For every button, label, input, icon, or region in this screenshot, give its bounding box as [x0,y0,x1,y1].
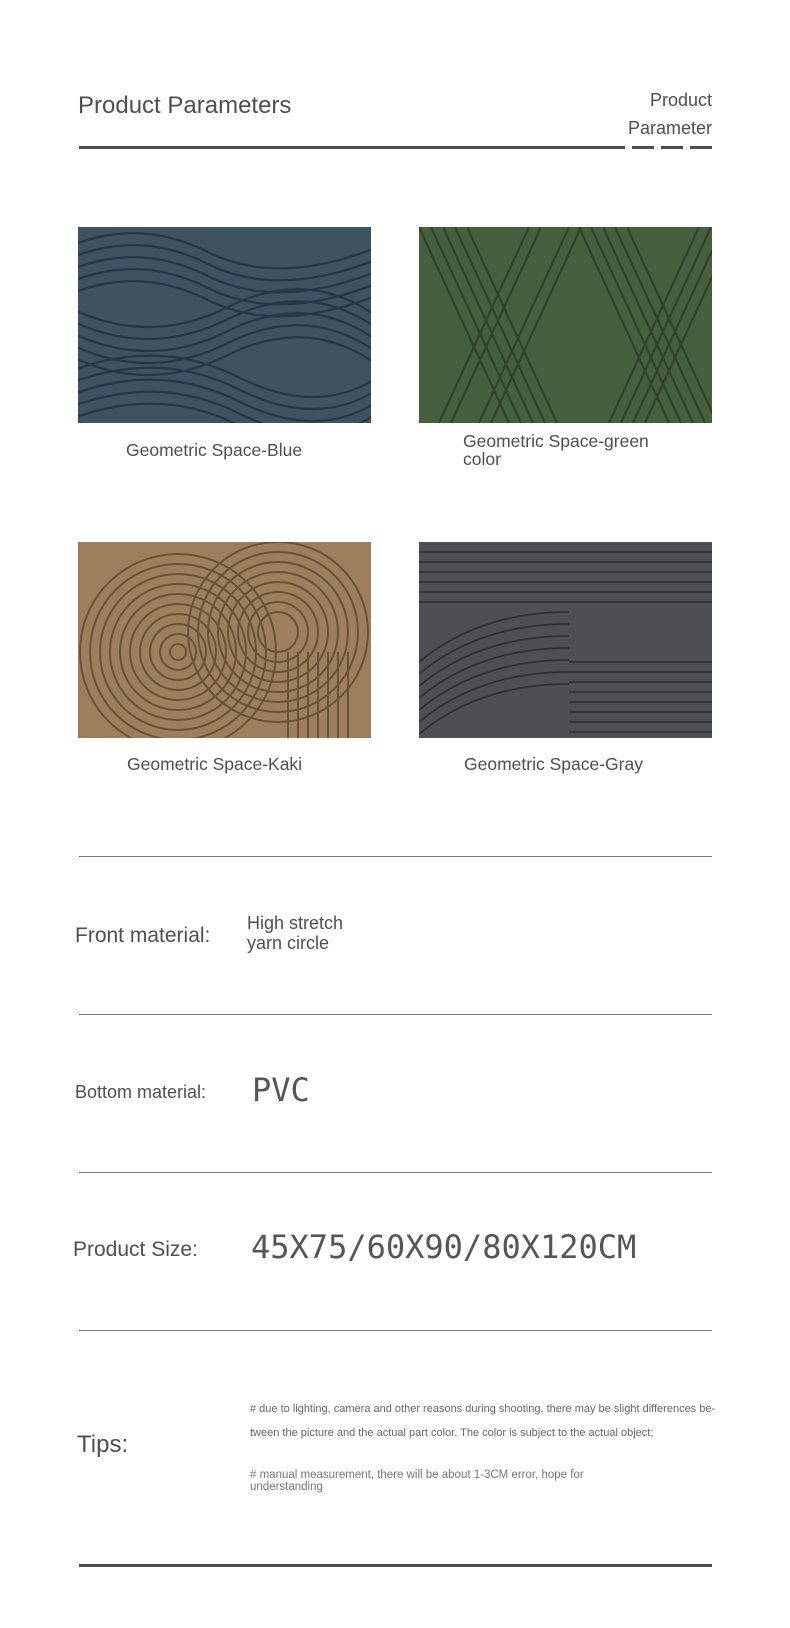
divider [79,1014,712,1015]
tips-text-2 [250,1469,730,1493]
header-dash [661,146,683,149]
swatch-kaki [78,542,371,738]
swatch-caption-kaki: Geometric Space-Kaki [127,754,303,774]
bottom-material-value: PVC [252,1071,310,1109]
side-label-line2: Parameter [627,118,712,138]
swatch-caption-blue: Geometric Space-Blue [126,440,303,460]
product-size-value: 45X75/60X90/80X120CM [251,1228,637,1266]
front-material-value [247,913,343,953]
bottom-material-label: Bottom material: [75,1082,207,1102]
swatch-green [419,227,712,423]
side-label-line1: Product [649,90,712,110]
swatch-caption-green-line2: color [463,449,501,469]
tip-line: # due to lighting, camera and other reasons during shooting, there may be slight differences be- [250,1403,716,1415]
page-title: Product Parameters [78,92,292,119]
tips-text [250,1397,730,1445]
divider [79,856,712,857]
product-size-label: Product Size: [73,1238,198,1261]
header-rule [79,146,625,149]
swatch-caption-green [463,432,649,468]
tip-line: understanding [250,1481,323,1493]
divider [79,1172,712,1173]
front-material-value-line2: yarn circle [247,933,330,953]
tip-line: tween the picture and the actual part color. The color is subject to the actual object; [250,1427,654,1439]
front-material-value-line1: High stretch [247,913,344,933]
header-dash [690,146,712,149]
header-dash [632,146,654,149]
side-label [628,86,712,142]
swatch-caption-green-line1: Geometric Space-green [463,431,649,451]
divider [79,1330,712,1331]
front-material-label: Front material: [75,924,211,947]
swatch-gray [419,542,712,738]
footer-rule [79,1564,712,1567]
gray-arc-pattern-icon [419,542,712,738]
blue-wave-pattern-icon [78,227,371,423]
tips-label: Tips: [77,1431,129,1458]
tip-line: # manual measurement, there will be about 1-3CM error, hope for [250,1469,584,1481]
green-diagonal-pattern-icon [419,227,712,423]
khaki-circle-pattern-icon [78,542,371,738]
swatch-blue [78,227,371,423]
swatch-caption-gray: Geometric Space-Gray [464,754,643,774]
